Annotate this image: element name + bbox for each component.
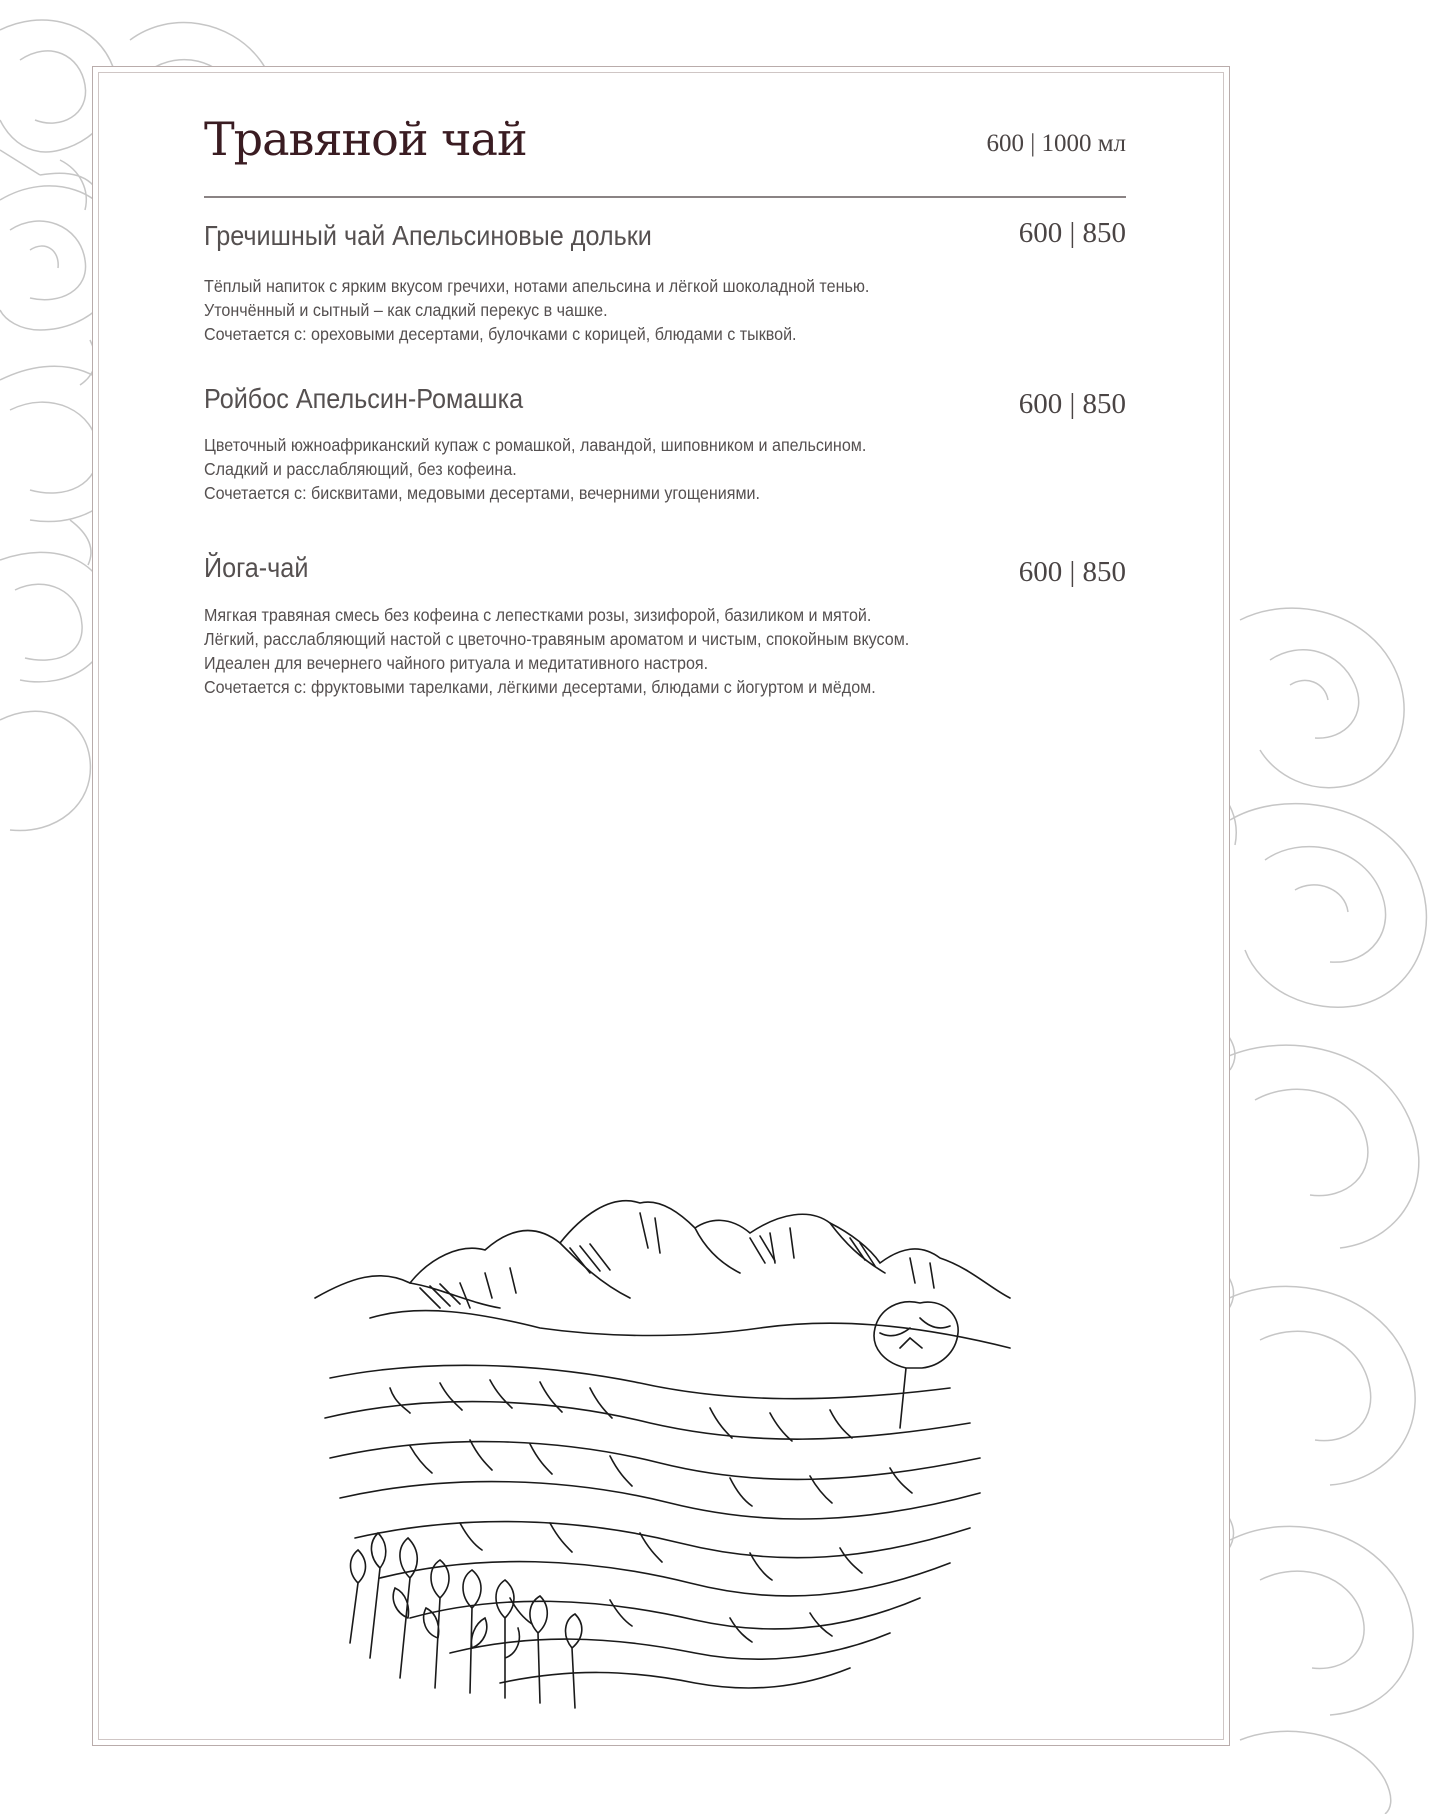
menu-item-price: 600 | 850: [1018, 556, 1126, 588]
tea-plantation-illustration: [310, 1188, 1060, 1718]
description-line: Сочетается с: фруктовыми тарелками, лёгкими десертами, блюдами с йогуртом и мёдом.: [204, 677, 876, 697]
description-line: Сочетается с: бисквитами, медовыми десертами, вечерними угощениями.: [204, 483, 761, 503]
description-line: Мягкая травяная смесь без кофеина с лепестками розы, зизифорой, базиликом и мятой.: [204, 605, 872, 625]
menu-item-description: [204, 433, 866, 505]
menu-item-name: Гречишный чай Апельсиновые дольки: [204, 220, 652, 251]
description-line: Идеален для вечернего чайного ритуала и медитативного настроя.: [204, 653, 709, 673]
menu-item-description: [204, 274, 869, 346]
description-line: Утончённый и сытный – как сладкий перекус в чашке.: [204, 300, 608, 320]
description-line: Лёгкий, расслабляющий настой с цветочно-травяным ароматом и чистым, спокойным вкусом.: [204, 629, 910, 649]
menu-item-price: 600 | 850: [1018, 217, 1126, 249]
description-line: Тёплый напиток с ярким вкусом гречихи, нотами апельсина и лёгкой шоколадной тенью.: [204, 276, 870, 296]
description-line: Цветочный южноафриканский купаж с ромашкой, лавандой, шиповником и апельсином.: [204, 435, 867, 455]
page-title: Травяной чай: [204, 112, 527, 166]
menu-item-description: [204, 603, 909, 699]
description-line: Сочетается с: ореховыми десертами, булочками с корицей, блюдами с тыквой.: [204, 324, 797, 344]
header-divider: [204, 196, 1126, 198]
volume-header: 600 | 1000 мл: [986, 130, 1126, 157]
menu-item-name: Йога-чай: [204, 552, 309, 583]
description-line: Сладкий и расслабляющий, без кофеина.: [204, 459, 517, 479]
menu-item-name: Ройбос Апельсин-Ромашка: [204, 383, 524, 414]
menu-item-price: 600 | 850: [1018, 388, 1126, 420]
floral-decoration-right: [1200, 600, 1446, 1814]
